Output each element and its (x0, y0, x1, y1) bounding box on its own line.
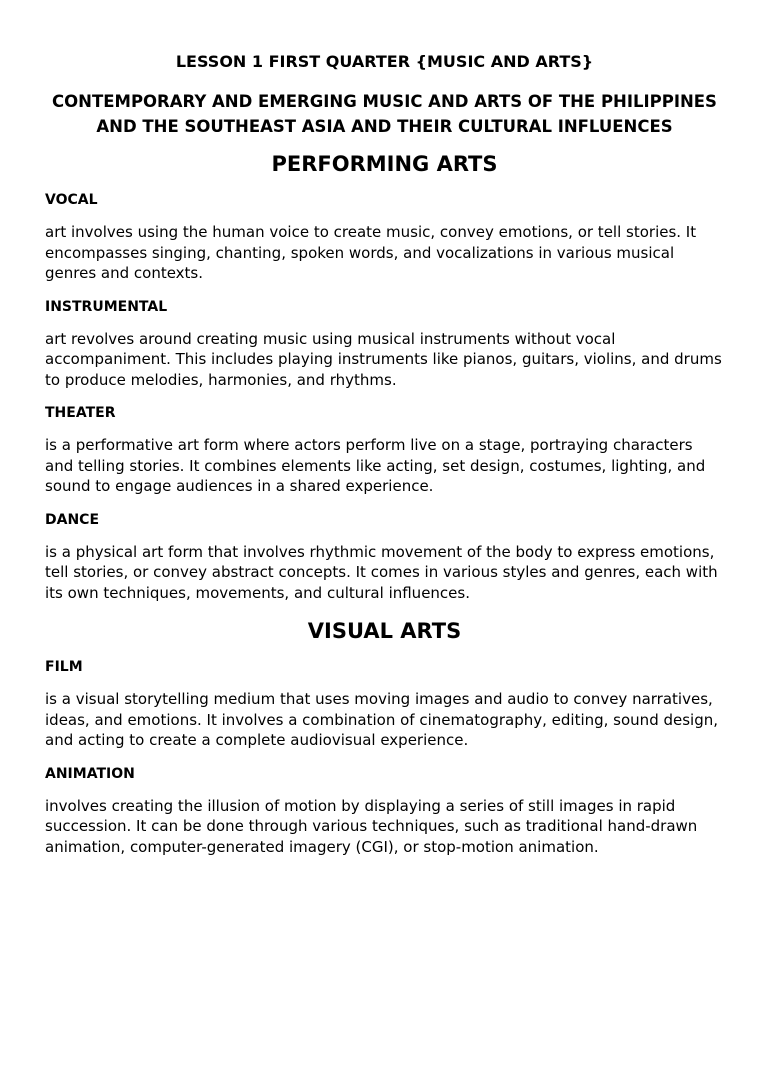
term-entry-dance (45, 511, 724, 604)
term-description: art involves using the human voice to create music, convey emotions, or tell stories. It encompasses singing, chanting, spoken words, and vocalizations in various musical genres and contexts. (45, 223, 697, 282)
main-title: CONTEMPORARY AND EMERGING MUSIC AND ARTS OF THE PHILIPPINES AND THE SOUTHEAST ASIA AND THEIR CULTURAL INFLUENCES (52, 92, 717, 136)
section-visual-arts (45, 618, 724, 857)
term-heading: FILM (45, 659, 83, 675)
term-entry-instrumental (45, 298, 724, 391)
term-description: art revolves around creating music using musical instruments without vocal accompaniment. This includes playing instruments like pianos, guitars, violins, and drums to produce melodies, harmonies, and rhythms. (45, 329, 722, 389)
term-description: is a physical art form that involves rhythmic movement of the body to express emotions, tell stories, or convey abstract concepts. It comes in various styles and genres, each with its own techniques, movements, and cultural influences. (45, 542, 718, 602)
term-entry-film (45, 658, 724, 751)
term-heading: THEATER (45, 405, 116, 421)
term-description: involves creating the illusion of motion by displaying a series of still images in rapid succession. It can be done through various techniques, such as traditional hand-drawn animation, computer-generated imagery (CGI), or stop-motion animation. (45, 796, 698, 856)
section-performing-arts (45, 151, 724, 603)
term-heading: DANCE (45, 511, 100, 528)
term-entry-vocal (45, 191, 724, 284)
section-heading: VISUAL ARTS (307, 619, 462, 643)
term-description: is a visual storytelling medium that uses moving images and audio to convey narratives, ideas, and emotions. It involves a combination of cinematography, editing, sound design, and acting to create a complete audiovisual experience. (45, 690, 719, 749)
term-entry-animation (45, 765, 724, 858)
term-entry-theater (45, 404, 724, 497)
document-page (0, 52, 768, 1076)
term-heading: ANIMATION (45, 765, 135, 782)
term-heading: INSTRUMENTAL (45, 298, 168, 315)
term-heading: VOCAL (45, 192, 98, 208)
section-heading: PERFORMING ARTS (271, 152, 498, 176)
term-description: is a performative art form where actors perform live on a stage, portraying characters and telling stories. It combines elements like acting, set design, costumes, lighting, and sound to engage audiences in a shared experience. (45, 436, 706, 495)
lesson-title: LESSON 1 FIRST QUARTER {MUSIC AND ARTS} (175, 52, 594, 71)
